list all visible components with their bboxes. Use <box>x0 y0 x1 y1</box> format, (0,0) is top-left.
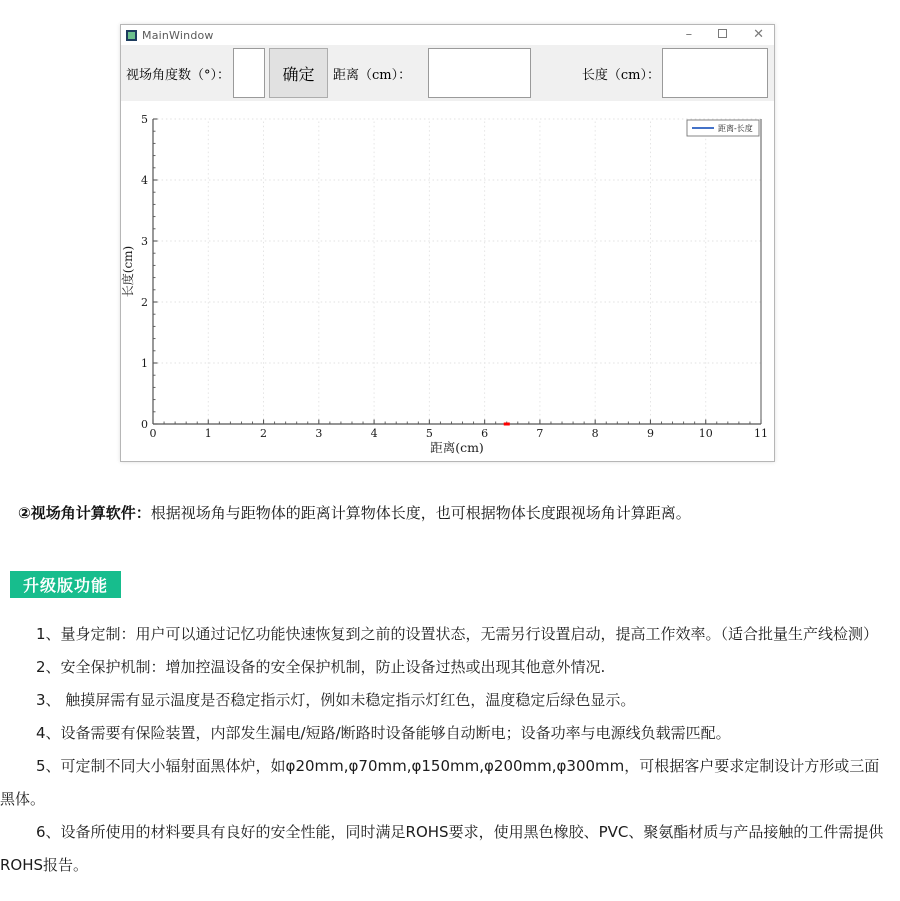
length-input[interactable] <box>662 48 768 98</box>
svg-text:7: 7 <box>536 427 544 440</box>
caption-text: 根据视场角与距物体的距离计算物体长度，也可根据物体长度跟视场角计算距离。 <box>150 504 691 522</box>
caption <box>18 502 888 524</box>
svg-text:0: 0 <box>141 417 148 431</box>
svg-text:11: 11 <box>754 427 768 440</box>
fov-input[interactable] <box>233 48 265 98</box>
svg-text:5: 5 <box>425 427 433 440</box>
feature-item: 1、量身定制：用户可以通过记忆功能快速恢复到之前的设置状态，无需另行设置启动，提高工作效率。（适合批量生产线检测） <box>36 625 879 643</box>
close-icon[interactable]: ✕ <box>753 27 764 42</box>
main-window <box>120 24 775 462</box>
svg-text:4: 4 <box>141 173 148 187</box>
length-label: 长度（cm）： <box>581 67 660 83</box>
toolbar <box>121 45 774 101</box>
confirm-button[interactable]: 确定 <box>269 48 328 98</box>
maximize-icon[interactable] <box>718 25 727 45</box>
svg-text:5: 5 <box>141 112 148 126</box>
svg-text:1: 1 <box>141 356 148 370</box>
svg-text:3: 3 <box>315 427 323 440</box>
svg-text:9: 9 <box>646 427 654 440</box>
window-controls <box>686 25 764 45</box>
distance-input[interactable] <box>428 48 531 98</box>
feature-item: 5、可定制不同大小辐射面黑体炉，如φ20mm,φ70mm,φ150mm,φ200mm,φ300mm，可根据客户要求定制设计方形或三面黑体。 <box>0 757 880 808</box>
window-title: MainWindow <box>142 28 214 42</box>
distance-label: 距离（cm）： <box>333 67 412 83</box>
svg-text:距离(cm): 距离(cm) <box>430 440 484 455</box>
feature-item: 2、安全保护机制：增加控温设备的安全保护机制，防止设备过热或出现其他意外情况. <box>36 658 606 676</box>
svg-text:长度(cm): 长度(cm) <box>121 245 135 298</box>
features-list <box>0 618 892 882</box>
svg-text:3: 3 <box>141 234 148 248</box>
svg-text:2: 2 <box>141 295 148 309</box>
chart-canvas <box>121 101 774 461</box>
fov-label: 视场角度数（°）： <box>126 67 231 83</box>
caption-bold: ②视场角计算软件： <box>18 504 151 522</box>
svg-text:10: 10 <box>698 427 713 440</box>
feature-item: 6、设备所使用的材料要具有良好的安全性能，同时满足ROHS要求，使用黑色橡胶、PVC、聚氨酯材质与产品接触的工件需提供ROHS报告。 <box>0 823 884 874</box>
svg-text:1: 1 <box>204 427 212 440</box>
svg-text:0: 0 <box>149 427 157 440</box>
app-icon <box>126 30 137 41</box>
titlebar[interactable] <box>121 25 774 45</box>
feature-item: 4、设备需要有保险装置，内部发生漏电/短路/断路时设备能够自动断电；设备功率与电源线负载需匹配。 <box>36 724 731 742</box>
chart-figure <box>121 101 774 461</box>
svg-text:6: 6 <box>481 427 489 440</box>
svg-text:2: 2 <box>260 427 268 440</box>
maximize-box-glyph <box>718 29 727 38</box>
feature-item: 3、 触摸屏需有显示温度是否稳定指示灯，例如未稳定指示灯红色，温度稳定后绿色显示。 <box>36 691 636 709</box>
svg-text:4: 4 <box>370 427 378 440</box>
svg-text:8: 8 <box>591 427 599 440</box>
minimize-icon[interactable]: – <box>685 27 693 42</box>
svg-text:距离-长度: 距离-长度 <box>718 124 753 133</box>
upgrade-badge: 升级版功能 <box>10 571 121 598</box>
